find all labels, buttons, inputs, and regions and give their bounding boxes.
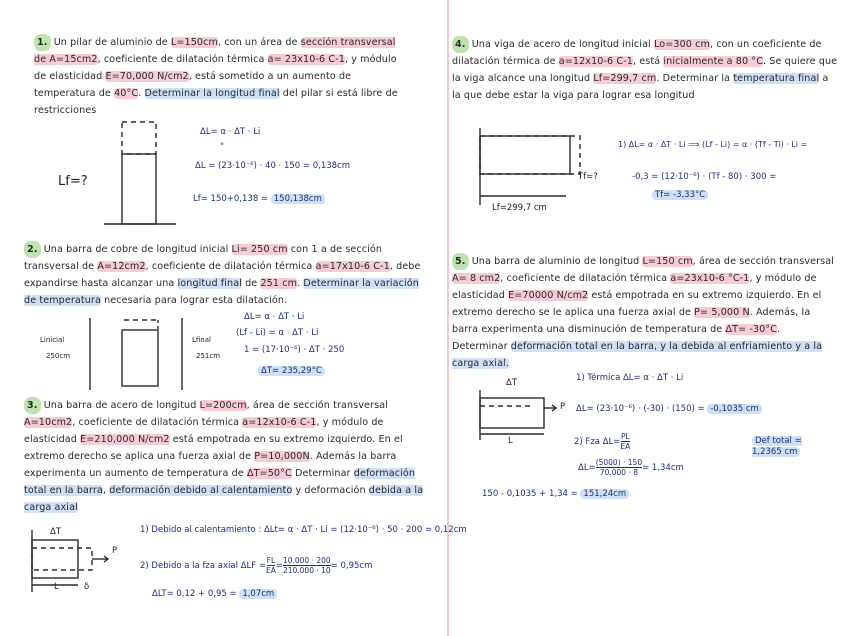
p3-eq2-pre: 2) Debido a la fza axial ΔLF = xyxy=(140,560,266,571)
highlight-blue: temperatura final xyxy=(733,73,820,84)
text-segment: , coeficiente de dilatación térmica xyxy=(97,54,268,65)
text-segment: Un pilar de aluminio de xyxy=(53,37,171,48)
p5-eq2-frac-num: PL xyxy=(620,432,630,441)
p5-eq2 xyxy=(574,432,630,451)
highlight-pink: L=150 cm xyxy=(642,256,693,267)
p3-bar xyxy=(32,540,78,578)
highlight-blue: deformación total en la barra xyxy=(24,468,415,496)
text-segment: a la que debe estar la viga para lograr esa longitud xyxy=(452,73,829,101)
p2-lfinal: Lfinal xyxy=(192,336,211,344)
p4-beam xyxy=(480,136,570,174)
highlight-pink: 251 cm xyxy=(260,278,298,289)
p1-eq-mark: " xyxy=(220,142,224,152)
p2-linicial-value: 250cm xyxy=(46,352,71,360)
highlight-pink: A=10cm2 xyxy=(24,417,73,428)
p5-eq3-pre: ΔL= xyxy=(578,462,596,473)
text-segment: , área de sección transversal xyxy=(692,256,834,267)
text-segment: , con un coeficiente de dilatación térmica de xyxy=(452,39,822,67)
p1-eq3-pre: Lf= 150+0,138 = xyxy=(193,194,271,204)
problem-3-number: 3. xyxy=(24,397,41,414)
p2-eq4 xyxy=(258,366,325,376)
text-segment: Una viga de acero de longitud inicial xyxy=(471,39,654,50)
p3-eq2-frac1-num: FL xyxy=(266,556,276,565)
p3-eq1: 1) Debido al calentamiento : ΔLt= α · ΔT · Li = (12·10⁻⁶) · 50 · 200 = 0,12cm xyxy=(140,525,467,535)
highlight-pink: Lo=300 cm xyxy=(653,39,710,50)
p5-eq2-frac-den: EA xyxy=(620,442,631,451)
p4-eq1: 1) ΔL= α · ΔT · Li ⟹ (Lf - Li) = α · (Tf - Ti) · Li = xyxy=(618,140,808,149)
p3-eq2-frac2-den: 210.000 · 10 xyxy=(282,566,331,575)
p4-tf-label: Tf=? xyxy=(578,172,598,182)
text-segment: . Además la barra experimenta un aumento de temperatura de xyxy=(24,451,397,479)
text-segment: está empotrada en su extremo izquierdo. En el extremo derecho se aplica una fuerza axial de xyxy=(24,434,403,462)
highlight-pink: A=12cm2 xyxy=(97,261,146,272)
text-segment: y deformación xyxy=(292,485,369,496)
p1-pillar-dashed xyxy=(122,122,156,154)
text-segment: , y módulo de elasticidad xyxy=(24,417,384,445)
highlight-pink: E=210,000 N/cm2 xyxy=(80,434,170,445)
p1-eq1: ΔL= α · ΔT · Li xyxy=(200,127,261,137)
p5-eq1b-pre: ΔL= (23·10⁻⁶) · (-30) · (150) = xyxy=(576,404,708,414)
highlight-pink: E=70,000 N/cm2 xyxy=(105,71,189,82)
p2-eq3: 1 = (17·10⁻⁶) · ΔT · 250 xyxy=(244,345,345,355)
text-segment: , xyxy=(102,485,110,496)
p5-eq2-pre: 2) Fza ΔL= xyxy=(574,436,621,447)
p1-eq3 xyxy=(193,194,325,204)
text-segment: . Además, la barra experimenta una disminución de temperatura de xyxy=(452,307,811,335)
highlight-blue: debida a la carga axial xyxy=(24,485,424,513)
highlight-pink: ΔT= -30°C xyxy=(725,324,778,335)
p3-L-label: L xyxy=(54,582,59,592)
highlight-pink: P=10,000N xyxy=(254,451,310,462)
highlight-pink: a=17x10-6 C-1 xyxy=(315,261,390,272)
text-segment: . xyxy=(138,88,145,99)
p3-eq2 xyxy=(140,556,372,575)
p3-eq2-frac2-num: 10.000 · 200 xyxy=(282,556,331,565)
text-segment: está empotrada en su extremo izquierdo. En el extremo derecho se le aplica una fuerza axial de xyxy=(452,290,822,318)
p2-lfinal-value: 251cm xyxy=(196,352,221,360)
highlight-blue: deformación total en la barra, y la debida al enfriamiento y a la carga axial. xyxy=(452,341,823,369)
p5-eq4-result: 151,24cm xyxy=(580,489,629,499)
p1-eq3-result: 150,138cm xyxy=(271,194,325,204)
p2-bar xyxy=(122,330,158,386)
highlight-blue: longitud final xyxy=(177,278,242,289)
text-segment: , área de sección transversal xyxy=(246,400,388,411)
p3-P-label: P xyxy=(112,546,118,556)
highlight-pink: a=23x10-6 °C-1 xyxy=(670,273,750,284)
highlight-blue: Determinar la longitud final xyxy=(144,88,280,99)
p5-total xyxy=(752,436,832,458)
highlight-blue: Determinar la variación de temperatura xyxy=(24,278,419,306)
text-segment: , está xyxy=(632,56,664,67)
text-segment: . Determinar xyxy=(452,324,781,352)
highlight-pink: L=200cm xyxy=(199,400,247,411)
p3-eq2-post: = 0,95cm xyxy=(330,560,373,571)
problem-4-number: 4. xyxy=(452,36,469,53)
p5-eq3-frac-num: (5000) · 150 xyxy=(595,458,643,467)
text-segment: Una barra de aluminio de longitud xyxy=(471,256,643,267)
p1-eq2: ΔL = (23·10⁻⁶) · 40 · 150 = 0,138cm xyxy=(195,161,351,171)
p5-eq4-pre: 150 - 0,1035 + 1,34 = xyxy=(482,489,581,499)
text-segment: , coeficiente de dilatación térmica xyxy=(145,261,316,272)
text-segment: , coeficiente de dilatación térmica xyxy=(500,273,671,284)
text-segment: , y módulo de elasticidad xyxy=(34,54,397,82)
p2-eq4-result: ΔT= 235,29°C xyxy=(258,366,325,376)
highlight-pink: L=150cm xyxy=(170,37,218,48)
p1-pillar xyxy=(122,154,156,224)
text-segment: con 1 a de sección transversal de xyxy=(24,244,383,272)
highlight-pink: a= 23x10-6 C-1 xyxy=(267,54,345,65)
text-segment: . Determinar la xyxy=(656,73,734,84)
highlight-pink: a=12x10-6 C-1 xyxy=(242,417,317,428)
p5-eq1a: 1) Térmica ΔL= α · ΔT · Li xyxy=(576,373,684,383)
p5-bar xyxy=(480,398,544,428)
p2-eq1: ΔL= α · ΔT · Li xyxy=(244,312,305,322)
text-segment: , está sometido a un aumento de temperatura de xyxy=(34,71,352,99)
p3-eq2-frac1-den: EA xyxy=(265,566,276,575)
text-segment: , y módulo de elasticidad xyxy=(452,273,817,301)
text-segment: Determinar xyxy=(291,468,354,479)
p4-eq3-result: Tf= -3,33°C xyxy=(652,190,708,200)
p3-delta-label: δ xyxy=(84,582,90,592)
p3-eq3-pre: ΔLT= 0,12 + 0,95 = xyxy=(152,589,240,599)
p4-eq2: -0,3 = (12·10⁻⁶) · (Tf - 80) · 300 = xyxy=(632,172,777,182)
highlight-pink: Li= 250 cm xyxy=(231,244,288,255)
text-segment: Una barra de acero de longitud xyxy=(43,400,200,411)
p5-eq3-frac xyxy=(596,458,642,477)
problem-5-number: 5. xyxy=(452,253,469,270)
text-segment: Una barra de cobre de longitud inicial xyxy=(43,244,232,255)
text-segment: , debe expandirse hasta alcanzar una xyxy=(24,261,421,289)
p5-L-label: L xyxy=(508,436,513,446)
highlight-pink: A= 8 cm2 xyxy=(452,273,501,284)
highlight-pink: P= 5,000 N xyxy=(694,307,750,318)
p5-P-label: P xyxy=(560,402,566,412)
highlight-pink: ΔT=50°C xyxy=(246,468,292,479)
p3-eq3-result: 1,07cm xyxy=(239,589,277,599)
p5-eq1b xyxy=(576,404,762,414)
text-segment: necesaria para lograr esta dilatación. xyxy=(100,295,288,306)
p5-eq3-post: = 1,34cm xyxy=(642,462,684,473)
p3-eq2-frac1 xyxy=(266,556,276,575)
problem-2-number: 2. xyxy=(24,241,41,258)
p5-eq1b-result: -0,1035 cm xyxy=(707,404,761,414)
highlight-pink: inicialmente a 80 °C xyxy=(663,56,763,67)
p3-bar-dashed xyxy=(32,548,92,570)
highlight-pink: a=12x10-6 C-1 xyxy=(558,56,633,67)
p3-eq2-frac2 xyxy=(283,556,331,575)
p5-dT-label: ΔT xyxy=(506,378,518,388)
p5-total-result: Def total = 1,2365 cm xyxy=(752,436,802,457)
highlight-pink: E=70000 N/cm2 xyxy=(508,290,589,301)
text-segment: del pilar si está libre de restricciones xyxy=(34,88,398,116)
text-segment: . xyxy=(297,278,304,289)
p5-eq3-frac-den: 70.000 · 8 xyxy=(599,468,638,477)
p1-lf-label: Lf=? xyxy=(58,174,88,189)
highlight-pink: sección transversal de A=15cm2 xyxy=(34,37,396,65)
text-segment: . Se quiere que la viga alcance una longitud xyxy=(452,56,838,84)
p4-eq3 xyxy=(652,190,708,200)
p2-eq2: (Lf - Li) = α · ΔT · Li xyxy=(236,328,319,338)
p5-eq2-frac xyxy=(620,432,630,451)
p2-linicial: Linicial xyxy=(40,336,65,344)
text-segment: , con un área de xyxy=(217,37,301,48)
p3-dT-label: ΔT xyxy=(50,527,62,537)
p4-beam-dashed xyxy=(480,136,580,174)
p5-eq3 xyxy=(578,458,684,477)
p5-eq4 xyxy=(482,489,629,499)
highlight-pink: Lf=299,7 cm xyxy=(593,73,657,84)
text-segment: de xyxy=(241,278,261,289)
text-segment: , coeficiente de dilatación térmica xyxy=(72,417,243,428)
p4-lf-label: Lf=299,7 cm xyxy=(492,203,547,213)
highlight-blue: deformación debido al calentamiento xyxy=(109,485,293,496)
problem-1-number: 1. xyxy=(34,34,51,51)
p3-eq3 xyxy=(152,589,277,599)
p3-eq2-mid: = xyxy=(275,560,283,571)
highlight-pink: 40°C xyxy=(114,88,139,99)
